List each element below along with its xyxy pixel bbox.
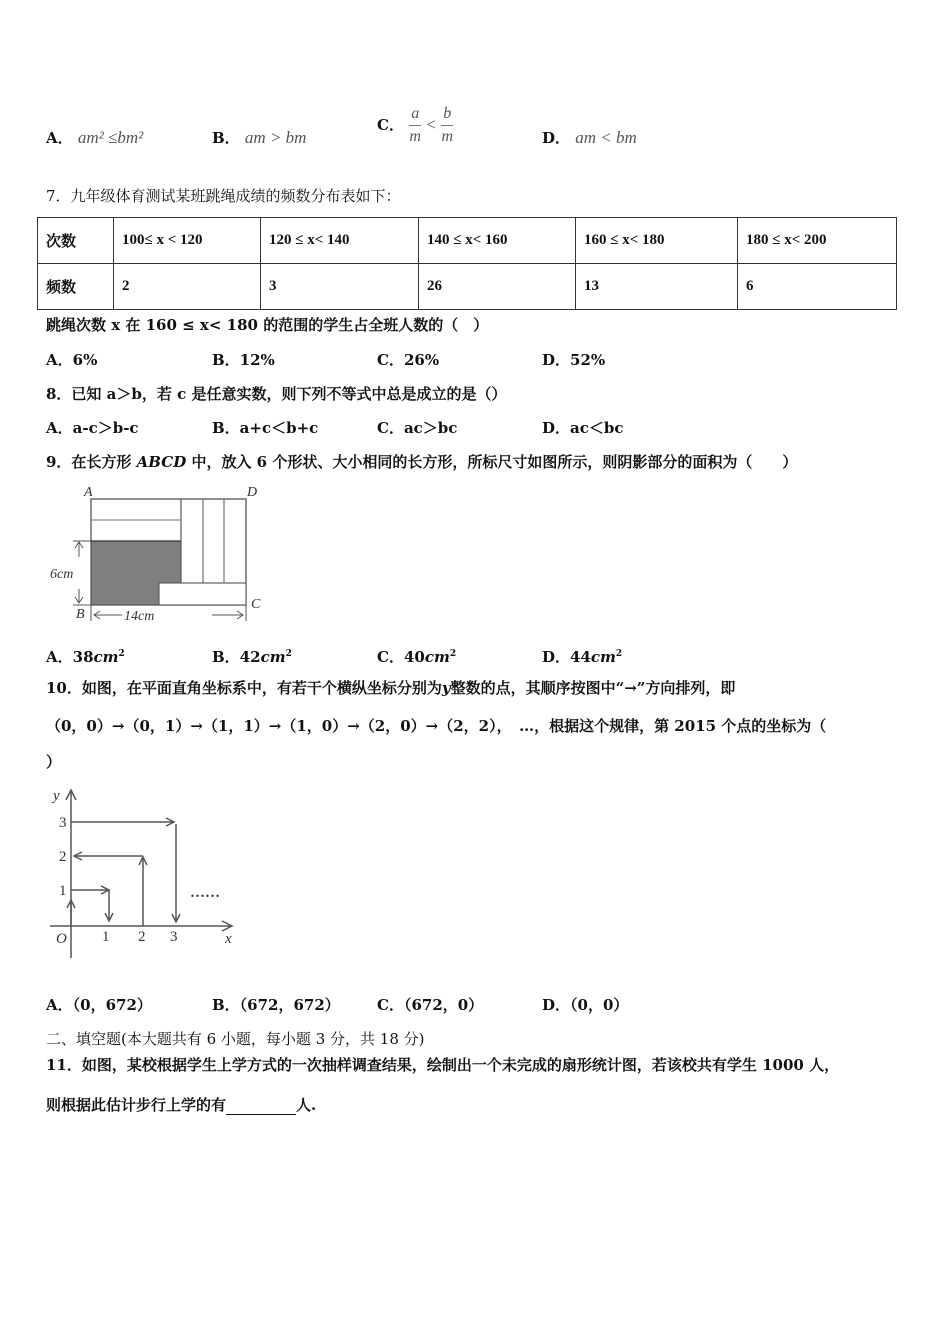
q7-option-a: A．6% xyxy=(46,351,98,369)
q8-option-d: D．ac＜bc xyxy=(542,419,624,437)
q8-stem: 8．已知 a＞b，若 c 是任意实数，则下列不等式中总是成立的是（） xyxy=(46,385,507,403)
row-header-frequency: 频数 xyxy=(38,264,114,310)
table-cell: 3 xyxy=(261,264,419,310)
q8-option-a: A．a-c＞b-c xyxy=(46,419,139,437)
height-label: 6cm xyxy=(50,567,74,582)
q9-option-d: D．$44cm^2$ xyxy=(542,648,623,666)
option-letter: B． xyxy=(212,129,240,147)
option-expression: am² ≤bm² xyxy=(77,128,144,147)
q6-option-c xyxy=(377,100,453,149)
coordinate-figure xyxy=(40,780,250,965)
q9-option-c: C．$40cm^2$ xyxy=(377,648,457,666)
q10-option-b: B．（672，672） xyxy=(212,996,340,1014)
row-header-count: 次数 xyxy=(38,218,114,264)
table-cell: 2 xyxy=(114,264,261,310)
q6-option-a xyxy=(46,128,143,148)
q7-option-c: C．26% xyxy=(377,351,440,369)
table-cell: 26 xyxy=(419,264,576,310)
section-2-title: 二、填空题(本大题共有 6 小题，每小题 3 分，共 18 分) xyxy=(46,1030,425,1048)
option-letter: A． xyxy=(46,129,73,147)
table-row xyxy=(38,264,897,310)
q7-option-d: D．52% xyxy=(542,351,606,369)
option-expression: am < bm xyxy=(575,128,637,147)
y-tick-1: 1 xyxy=(59,883,67,899)
label-c: C xyxy=(251,597,261,612)
table-cell: 180 ≤ x< 200 xyxy=(738,218,897,264)
q11-stem-line2: 则根据此估计步行上学的有 人. xyxy=(46,1096,317,1114)
q6-option-d xyxy=(542,128,637,148)
q10-stem-line3: ） xyxy=(46,753,62,771)
x-tick-3: 3 xyxy=(170,929,178,945)
table-cell: 6 xyxy=(738,264,897,310)
q10-option-d: D．（0，0） xyxy=(542,996,629,1014)
y-tick-3: 3 xyxy=(59,815,67,831)
q11-stem-line1: 11．如图，某校根据学生上学方式的一次抽样调查结果，绘制出一个未完成的扇形统计图，若该校共有学生 1000 人， xyxy=(46,1056,840,1074)
q10-stem-line1: 10．如图，在平面直角坐标系中，有若干个横纵坐标分别为y整数的点，其顺序按图中“→”方向排列，即 xyxy=(46,679,736,697)
q7-option-b: B．12% xyxy=(212,351,275,369)
q9-option-b: B．$42cm^2$ xyxy=(212,648,292,666)
option-letter: D． xyxy=(542,129,571,147)
option-letter: C． xyxy=(377,116,404,134)
label-d: D xyxy=(247,485,258,500)
x-axis-label: x xyxy=(225,931,232,947)
rectangle-figure xyxy=(40,475,280,630)
fraction-b-over-m: $\frac{b}{m}$ xyxy=(441,104,454,145)
table-cell: 160 ≤ x< 180 xyxy=(576,218,738,264)
x-tick-2: 2 xyxy=(138,929,146,945)
x-tick-1: 1 xyxy=(102,929,110,945)
width-label: 14cm xyxy=(124,609,155,624)
table-cell: 100≤ x < 120 xyxy=(114,218,261,264)
q10-stem-line2: （0，0）→（0，1）→（1，1）→（1，0）→（2，0）→（2，2）， …，根据这个规律，第 2015 个点的坐标为（ xyxy=(46,717,827,735)
q10-option-a: A．（0，672） xyxy=(46,996,152,1014)
ellipsis: …… xyxy=(190,885,220,901)
option-expression: am > bm xyxy=(244,128,307,147)
q8-option-c: C．ac＞bc xyxy=(377,419,458,437)
label-a: A xyxy=(84,485,93,500)
y-axis-label: y xyxy=(53,788,60,804)
q6-option-b xyxy=(212,128,306,148)
table-cell: 120 ≤ x< 140 xyxy=(261,218,419,264)
q7-stem: 7．九年级体育测试某班跳绳成绩的频数分布表如下： xyxy=(46,187,401,205)
answer-blank[interactable] xyxy=(226,1098,296,1115)
q8-option-b: B．a+c＜b+c xyxy=(212,419,319,437)
q10-option-c: C．（672，0） xyxy=(377,996,484,1014)
frequency-table xyxy=(37,217,897,310)
q9-option-a: A．$38cm^2$ xyxy=(46,648,125,666)
fraction-a-over-m: $\frac{a}{m}$ xyxy=(409,104,421,145)
rectangle-name: ABCD xyxy=(136,453,187,471)
q9-stem: 9．在长方形 ABCD 中，放入 6 个形状、大小相同的长方形，所标尺寸如图所示，则阴影部分的面积为（ ） xyxy=(46,453,798,471)
origin-label: O xyxy=(56,931,67,947)
table-row xyxy=(38,218,897,264)
table-cell: 140 ≤ x< 160 xyxy=(419,218,576,264)
label-b: B xyxy=(76,607,85,622)
q7-question: 跳绳次数 x 在 160 ≤ x< 180 的范围的学生占全班人数的（ ） xyxy=(46,316,489,334)
table-cell: 13 xyxy=(576,264,738,310)
less-than-sign: < xyxy=(426,115,437,134)
y-tick-2: 2 xyxy=(59,849,67,865)
